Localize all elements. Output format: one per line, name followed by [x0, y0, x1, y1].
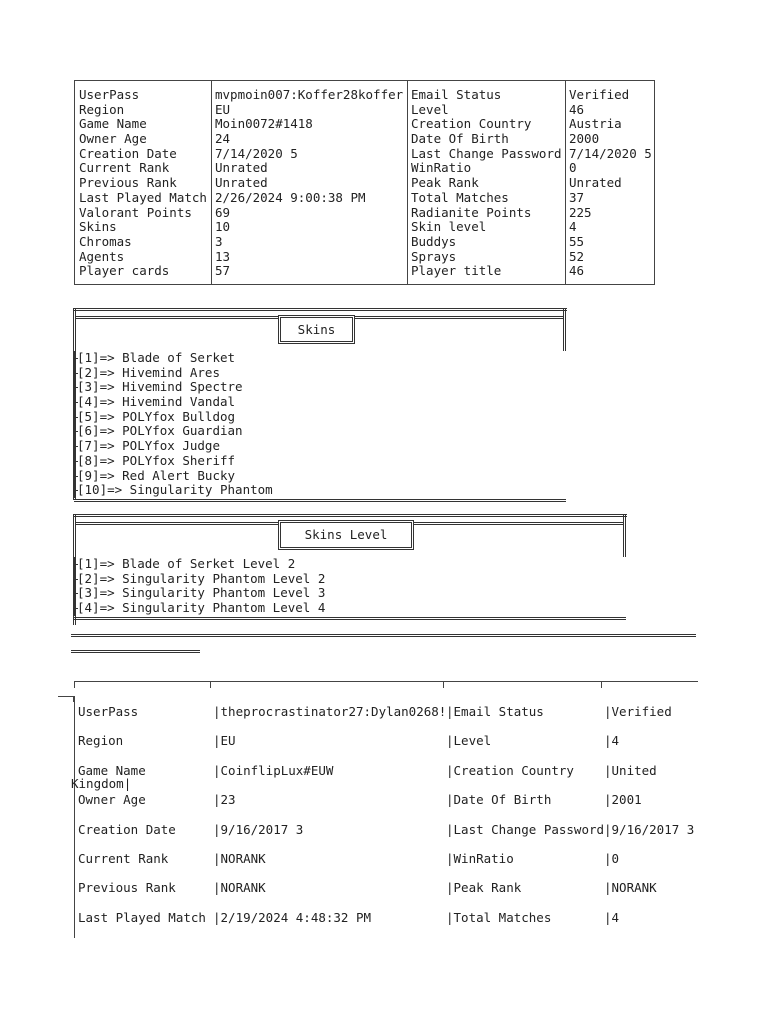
field-label: Agents — [79, 248, 125, 264]
list-item-text: [6]=> POLYfox Guardian — [77, 423, 243, 439]
field-label: Skins — [79, 219, 117, 235]
field-value: Unrated — [569, 175, 622, 191]
list-item-text: [9]=> Red Alert Bucky — [77, 467, 236, 483]
field-label: Previous Rank — [79, 175, 177, 191]
field-label: WinRatio — [411, 160, 472, 176]
field-value: 4 — [569, 219, 577, 235]
list-item — [77, 424, 273, 439]
field-label: |Level — [446, 733, 492, 749]
branch-connector — [74, 483, 77, 498]
field-label: |Last Change Password — [446, 821, 605, 837]
field-label: Creation Date — [78, 821, 176, 837]
field-label: Radianite Points — [411, 204, 532, 220]
field-value: |4 — [604, 733, 620, 749]
field-label: Game Name — [79, 116, 147, 132]
field-label: Region — [78, 733, 124, 749]
frame-right-border — [563, 308, 566, 351]
account-separator — [71, 634, 696, 637]
table-corner — [58, 696, 74, 702]
account2-info-table — [71, 681, 698, 941]
list-item-text: [5]=> POLYfox Bulldog — [77, 408, 236, 424]
field-label: Owner Age — [78, 792, 146, 808]
field-label: Skin level — [411, 219, 487, 235]
field-label: Owner Age — [79, 131, 147, 147]
branch-connector — [74, 557, 77, 572]
list-item-text: [2]=> Hivemind Ares — [77, 364, 220, 380]
field-label: UserPass — [78, 704, 139, 719]
field-value: Verified — [569, 87, 630, 102]
field-value: 37 — [569, 189, 585, 205]
list-item-text: [8]=> POLYfox Sheriff — [77, 452, 236, 468]
frame-bottom-border — [74, 617, 626, 620]
field-value: EU — [215, 101, 231, 117]
field-value: mvpmoin007:Koffer28koffer — [215, 87, 404, 102]
column-divider — [211, 81, 212, 284]
field-value: 225 — [569, 204, 592, 220]
branch-connector — [74, 454, 77, 469]
field-label: |WinRatio — [446, 851, 514, 866]
account-separator-tail — [71, 650, 200, 653]
field-value: |23 — [213, 792, 236, 808]
field-value: 46 — [569, 101, 585, 117]
field-value: |theprocrastinator27:Dylan0268! — [213, 704, 447, 719]
field-value: Unrated — [215, 160, 268, 176]
frame-top-border — [74, 514, 627, 517]
field-label: Region — [79, 101, 125, 117]
field-label: Player cards — [79, 263, 170, 279]
field-label: Player title — [411, 263, 502, 279]
field-label: |Date Of Birth — [446, 792, 552, 808]
field-label: Buddys — [411, 233, 457, 249]
field-value: 10 — [215, 219, 231, 235]
field-value: |NORANK — [213, 880, 266, 896]
list-item — [77, 454, 273, 469]
field-value: |2/19/2024 4:48:32 PM — [213, 909, 372, 925]
list-item — [77, 395, 273, 410]
field-value: 55 — [569, 233, 585, 249]
field-value: |EU — [213, 733, 236, 749]
list-item — [77, 586, 325, 601]
field-label: Peak Rank — [411, 175, 479, 191]
field-label: Last Played Match — [78, 909, 206, 925]
field-value: |9/16/2017 3 — [604, 821, 695, 837]
list-item-text: [7]=> POLYfox Judge — [77, 438, 220, 454]
field-label: Current Rank — [78, 851, 169, 866]
list-item-text: [4]=> Hivemind Vandal — [77, 394, 236, 410]
skins-level-title: Skins Level — [278, 520, 414, 550]
field-label: Current Rank — [79, 160, 170, 176]
list-item — [77, 380, 273, 395]
field-value: 0 — [569, 160, 577, 176]
field-label: Sprays — [411, 248, 457, 264]
wrapped-country-text: Kingdom| — [71, 776, 132, 791]
field-label: Valorant Points — [79, 204, 192, 220]
skins-list — [77, 351, 273, 498]
field-value: |9/16/2017 3 — [213, 821, 304, 837]
list-item — [77, 601, 325, 616]
column-tick — [601, 681, 602, 688]
field-label: Last Played Match — [79, 189, 207, 205]
table-top-border — [74, 681, 698, 682]
frame-bottom-border — [74, 499, 566, 502]
field-value: |NORANK — [604, 880, 657, 896]
list-item — [77, 572, 325, 587]
title-rule-right — [413, 522, 623, 525]
field-value: |NORANK — [213, 851, 266, 866]
column-divider — [407, 81, 408, 284]
branch-connector — [74, 572, 77, 587]
branch-connector — [74, 351, 77, 366]
column-tick — [74, 681, 75, 688]
column-tick — [443, 681, 444, 688]
list-item — [77, 410, 273, 425]
list-item — [77, 439, 273, 454]
list-item — [77, 483, 273, 498]
branch-connector — [74, 586, 77, 601]
frame-right-border — [623, 514, 626, 557]
field-value: 7/14/2020 5 — [215, 145, 298, 161]
field-label: |Total Matches — [446, 909, 552, 925]
field-label: |Email Status — [446, 704, 544, 719]
branch-connector — [74, 366, 77, 381]
frame-left-border — [73, 514, 76, 558]
field-value: Austria — [569, 116, 622, 132]
list-item-text: [1]=> Blade of Serket Level 2 — [77, 556, 296, 571]
field-value: |Verified — [604, 704, 672, 719]
branch-connector — [74, 395, 77, 410]
field-value: 7/14/2020 5 — [569, 145, 652, 161]
list-item-text: [3]=> Hivemind Spectre — [77, 379, 243, 395]
list-item — [77, 557, 325, 572]
account1-info-table — [74, 80, 655, 285]
field-label: Email Status — [411, 87, 502, 102]
field-value: Moin0072#1418 — [215, 116, 313, 132]
field-label: Chromas — [79, 233, 132, 249]
field-value: Unrated — [215, 175, 268, 191]
frame-left-border — [73, 308, 76, 348]
frame-top-border — [74, 308, 567, 311]
field-value: 57 — [215, 263, 231, 279]
field-label: Date Of Birth — [411, 131, 509, 147]
list-item — [77, 366, 273, 381]
list-item — [77, 351, 273, 366]
branch-connector — [74, 439, 77, 454]
column-divider — [565, 81, 566, 284]
list-item-text: [4]=> Singularity Phantom Level 4 — [77, 600, 326, 616]
field-label: Creation Date — [79, 145, 177, 161]
field-label: Level — [411, 101, 449, 117]
list-item — [77, 469, 273, 484]
title-rule-left — [76, 522, 278, 525]
list-item-text: [3]=> Singularity Phantom Level 3 — [77, 585, 326, 601]
column-tick — [210, 681, 211, 688]
field-label: Creation Country — [411, 116, 532, 132]
field-label: Last Change Password — [411, 145, 562, 161]
field-value: 13 — [215, 248, 231, 264]
list-item-text: [2]=> Singularity Phantom Level 2 — [77, 570, 326, 586]
field-value: 2/26/2024 9:00:38 PM — [215, 189, 366, 205]
field-value: 3 — [215, 233, 223, 249]
field-label: |Creation Country — [446, 762, 574, 778]
skins-title: Skins — [278, 315, 355, 344]
table-left-border — [74, 696, 75, 938]
list-item-text: [10]=> Singularity Phantom — [77, 482, 273, 498]
field-value: 46 — [569, 263, 585, 279]
field-label: Previous Rank — [78, 880, 176, 896]
field-label: Total Matches — [411, 189, 509, 205]
field-label: Game Name — [78, 762, 146, 778]
field-value: |2001 — [604, 792, 642, 808]
field-value: 24 — [215, 131, 231, 147]
field-value: |United — [604, 762, 657, 778]
field-value: 69 — [215, 204, 231, 220]
field-value: |4 — [604, 909, 620, 925]
branch-connector — [74, 424, 77, 439]
skins-level-list — [77, 557, 325, 616]
field-value: 52 — [569, 248, 585, 264]
field-value: |CoinflipLux#EUW — [213, 762, 334, 778]
branch-connector — [74, 410, 77, 425]
title-rule-right — [354, 316, 564, 319]
field-value: |0 — [604, 851, 620, 866]
branch-connector — [74, 380, 77, 395]
field-label: |Peak Rank — [446, 880, 522, 896]
list-item-text: [1]=> Blade of Serket — [77, 350, 236, 365]
branch-connector — [74, 469, 77, 484]
field-value: 2000 — [569, 131, 600, 147]
field-label: UserPass — [79, 87, 140, 102]
branch-connector — [74, 601, 77, 616]
title-rule-left — [76, 316, 278, 319]
